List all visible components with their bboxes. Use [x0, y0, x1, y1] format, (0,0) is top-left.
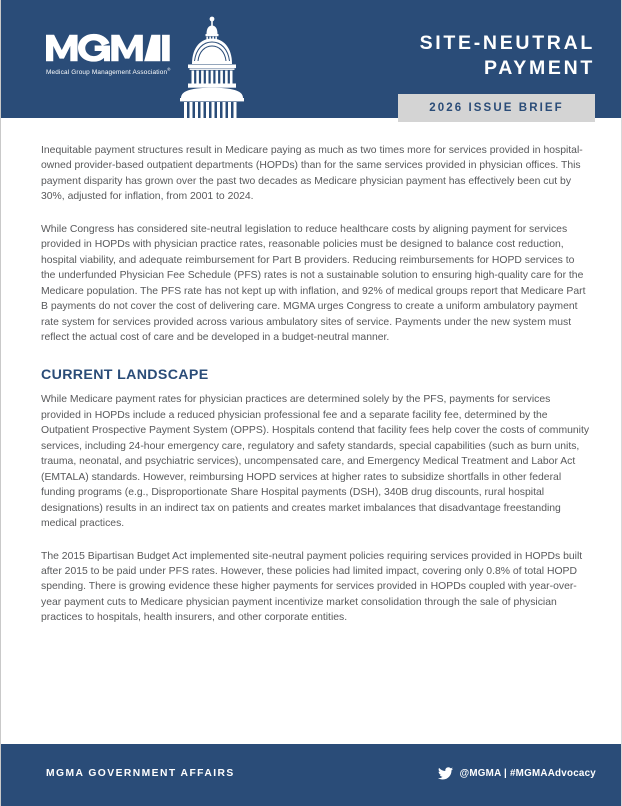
issue-brief-badge-label: 2026 ISSUE BRIEF [429, 102, 564, 114]
mgma-logo [46, 33, 196, 76]
mgma-wordmark-icon [46, 33, 174, 63]
footer-organization: MGMA GOVERNMENT AFFAIRS [46, 768, 235, 779]
footer-social[interactable] [438, 767, 596, 780]
mgma-tagline: Medical Group Management Association® [46, 67, 171, 77]
footer-social-handle[interactable]: @MGMA | #MGMAAdvocacy [459, 768, 596, 779]
paragraph-bipartisan-budget-act: The 2015 Bipartisan Budget Act implemented site-neutral payment policies requiring services provided in HOPDs built after 2015 to be paid under PFS rates. However, these policies had limited impact, covering only 0.8% of total HOPD spending. There is growing evidence these higher payments for services provided in HOPDs coupled with year-over-year payment cuts to Medicare physician payment incentivize market consolidation through the sale of physician practices to hospitals, health insurers, and other corporate entities. [41, 550, 583, 624]
paragraph-congress-legislation: While Congress has considered site-neutral legislation to reduce healthcare costs by aligning payment for services provided in HOPDs with physician practice rates, reasonable policies must be designed to balance cost reduction, hospital viability, and adequate reimbursement for Part B providers. Reducing reimbursements for HOPD services to the underfunded Physician Fee Schedule (PFS) rates is not a sustainable solution to ensuring high-quality care for the Medicare population. The PFS rate has not kept up with inflation, and 92% of medical groups report that Medicare Part B payments do not cover the cost of delivering care. MGMA urges Congress to create a uniform ambulatory payment rate system for services provided across various ambulatory sites of service. Payments under the new system must reflect the actual cost of care and be developed in a budget-neutral manner. [41, 223, 586, 343]
document-title-line-2: PAYMENT [483, 57, 595, 79]
section-heading-current-landscape: CURRENT LANDSCAPE [41, 367, 209, 384]
us-capitol-dome-icon [176, 14, 248, 118]
document-title [275, 31, 595, 81]
document-title-line-1: SITE-NEUTRAL [419, 32, 595, 54]
registered-trademark-icon: ® [167, 67, 171, 72]
document-footer [0, 744, 622, 806]
paragraph-payment-rates: While Medicare payment rates for physician practices are determined solely by the PFS, payments for services provided in HOPDs include a reduced physician professional fee and a separate facility fee, determined by the Outpatient Prospective Payment System (OPPS). Hospitals contend that facility fees help cover the costs of community services, including 24-hour emergency care, regulatory and safety standards, special capabilities (such as burn units, trauma, neonatal, and psychiatric services), uncompensated care, and Emergency Medical Treatment and Labor Act (EMTALA) standards. However, reimbursing HOPD services at higher rates to subsidize shortfalls in other federal funding programs (e.g., Disproportionate Share Hospital payments (DSH), 340B drug discounts, rural hospital designations) results in an indirect tax on patients and creates market imbalances that disadvantage freestanding medical practices. [41, 394, 590, 530]
issue-brief-badge [398, 94, 595, 122]
twitter-bird-icon[interactable] [438, 767, 453, 780]
document-body [41, 143, 590, 643]
paragraph-intro: Inequitable payment structures result in Medicare paying as much as two times more for services provided in hospital-owned provider-based outpatient departments (HOPDs) than for the same services provided in physician offices. This payment disparity has grown over the past two decades as Medicare physician payment has effectively been cut by 30%, adjusted for inflation, from 2001 to 2024. [41, 145, 583, 203]
